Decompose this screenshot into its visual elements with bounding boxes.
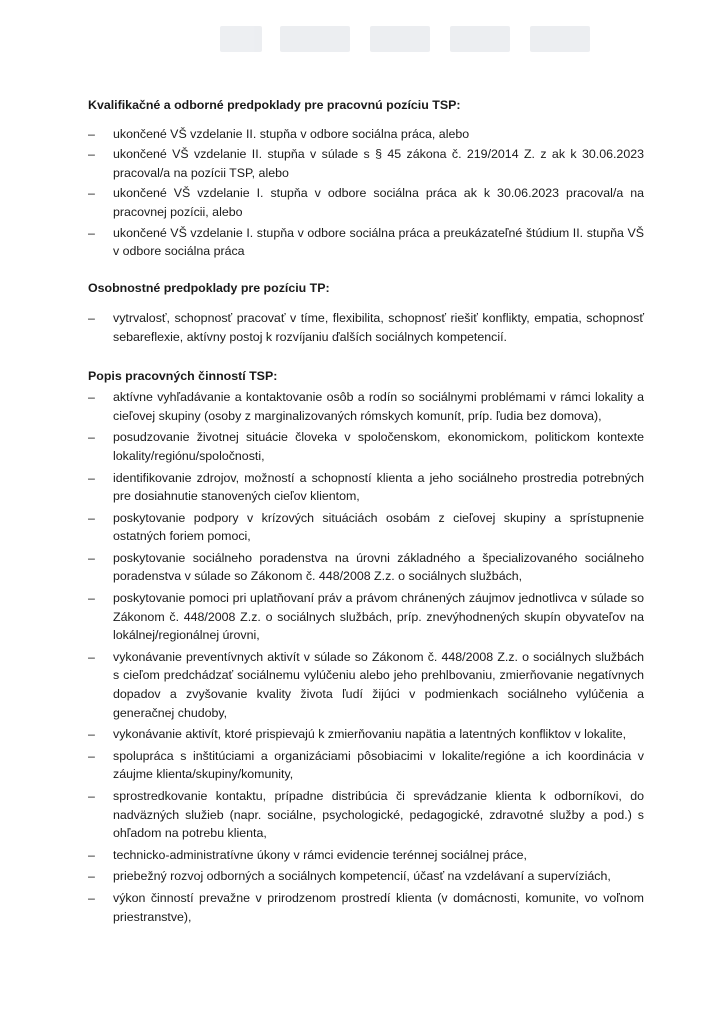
list-item: – aktívne vyhľadávanie a kontaktovanie osôb a rodín so sociálnymi problémami v rámci lokality a cieľovej skupiny (osoby z marginalizovaných rómskych komunít, príp. ľudia bez domova), (88, 390, 644, 423)
list-item: – identifikovanie zdrojov, možností a schopností klienta a jeho sociálneho prostredia potrebných pre dosiahnutie stanovených cieľov klientom, (88, 470, 644, 504)
qualifications-heading: Kvalifikačné a odborné predpoklady pre pracovnú pozíciu TSP: (88, 98, 461, 112)
list-item: – vykonávanie aktivít, ktoré prispievajú k zmierňovaniu napätia a latentných konfliktov v lokalite, (88, 727, 627, 742)
list-item: – technicko-administratívne úkony v rámci evidencie terénnej sociálnej práce, (88, 847, 527, 862)
activities-heading: Popis pracovných činností TSP: (88, 368, 278, 383)
personal-list (88, 309, 644, 346)
list-item: – spolupráca s inštitúciami a organizáciami pôsobiacimi v lokalite/regióne a ich koordinácia v záujme klienta/skupiny/komunity, (88, 748, 644, 782)
list-item: – ukončené VŠ vzdelanie II. stupňa v odbore sociálna práca, alebo (88, 126, 470, 141)
personal-heading: Osobnostné predpoklady pre pozíciu TP: (88, 280, 330, 295)
list-item: – posudzovanie životnej situácie človeka v spoločenskom, ekonomickom, politickom kontexte lokality/regiónu/spoločnosti, (88, 430, 644, 463)
activities-list (88, 388, 644, 926)
qualifications-list (88, 125, 644, 261)
list-item: – poskytovanie sociálneho poradenstva na úrovni základného a špecializovaného sociálneho poradenstva v súlade so Zákonom č. 448/2008 Z.z. o sociálnych službách, (88, 550, 644, 584)
list-item: – sprostredkovanie kontaktu, prípadne distribúcia či sprevádzanie klienta k odborníkovi, do nadväzných služieb (napr. sociálne, psychologické, pedagogické, zdravotné služby a pod.) s ohľadom na potrebu klienta, (88, 789, 644, 841)
list-item: – ukončené VŠ vzdelanie I. stupňa v odbore sociálna práca ak k 30.06.2023 pracoval/a na pracovnej pozícii, alebo (88, 186, 644, 219)
list-item: – výkon činností prevažne v prirodzenom prostredí klienta (v domácnosti, komunite, vo voľnom priestranstve), (88, 890, 644, 924)
personal-section (88, 279, 644, 347)
list-item: – ukončené VŠ vzdelanie II. stupňa v súlade s § 45 zákona č. 219/2014 Z. z ak k 30.06.2023 pracoval/a na pozícii TSP, alebo (88, 147, 644, 180)
header-logos-faded (220, 22, 600, 56)
activities-section (88, 367, 644, 927)
list-item: – poskytovanie podpory v krízových situáciách osobám z cieľovej skupiny a sprístupnenie ostatných foriem pomoci, (88, 510, 644, 544)
list-item: – priebežný rozvoj odborných a sociálnych kompetencií, účasť na vzdelávaní a supervíziách, (88, 869, 611, 884)
list-item: – vytrvalosť, schopnosť pracovať v tíme, flexibilita, schopnosť riešiť konflikty, empatia, schopnosť sebareflexie, aktívny postoj k rozvíjaniu ďalších sociálnych kompetencií. (88, 311, 644, 344)
document-content (88, 96, 644, 929)
list-item: – poskytovanie pomoci pri uplatňovaní práv a právom chránených záujmov jednotlivca v súlade so Zákonom č. 448/2008 Z.z. o sociálnych službách, príp. znevýhodnených skupín obyvateľov na lokálnej/regionálnej úrovni, (88, 591, 644, 643)
list-item: – vykonávanie preventívnych aktivít v súlade so Zákonom č. 448/2008 Z.z. o sociálnych službách s cieľom predchádzať sociálnemu vylúčeniu alebo jeho prehlbovaniu, zmierňovanie negatívnych dopadov a zvyšovanie kvality života ľudí žijúci v podmienkach sociálneho vylúčenia a generačnej chudoby, (88, 649, 644, 720)
list-item: – ukončené VŠ vzdelanie I. stupňa v odbore sociálna práca a preukázateľné štúdium II. stupňa VŠ v odbore sociálna práca (88, 225, 644, 259)
qualifications-section (88, 96, 644, 261)
